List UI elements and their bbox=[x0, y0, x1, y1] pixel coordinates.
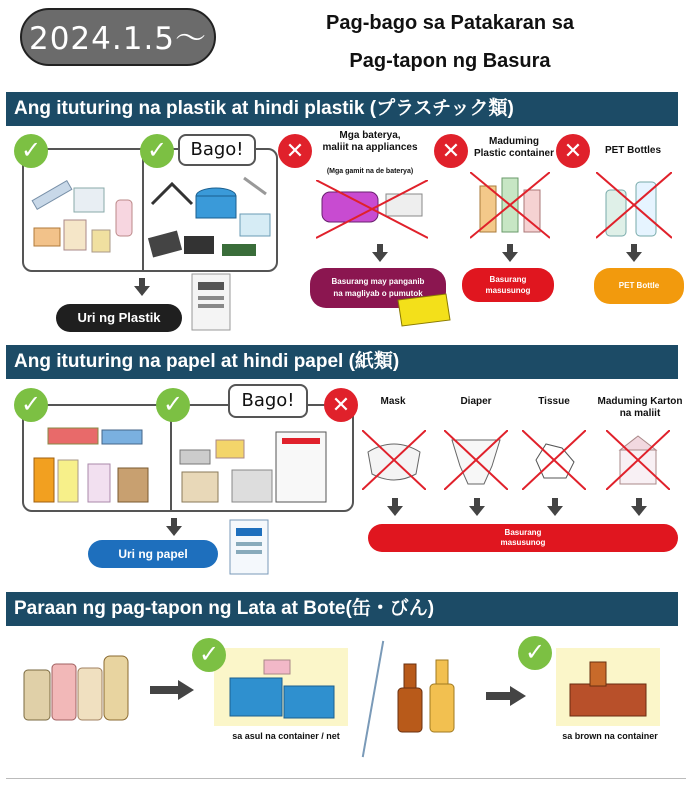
new-bubble: Bago! bbox=[228, 384, 308, 418]
batteries-sublabel: (Mga gamit na de baterya) bbox=[326, 168, 414, 175]
date-badge: 2024.1.5～ bbox=[20, 8, 216, 66]
check-icon: ✓ bbox=[192, 638, 226, 672]
paper-burnable-waste-label: Basurang masusunog bbox=[368, 524, 678, 552]
cross-icon: ✕ bbox=[278, 134, 312, 168]
arrow-down-icon bbox=[139, 278, 145, 286]
paper-section-title: Ang ituturing na papel at hindi papel (紙類) bbox=[6, 345, 678, 379]
batteries-label: Mga baterya, maliit na appliances bbox=[322, 130, 418, 153]
arrow-down-icon bbox=[636, 498, 642, 506]
tissue-illustration bbox=[522, 430, 586, 490]
arrow-down-icon bbox=[626, 252, 642, 262]
new-plastic-items-illustration bbox=[148, 174, 274, 266]
check-icon: ✓ bbox=[518, 636, 552, 670]
plastic-section-title: Ang ituturing na plastik at hindi plastik (プラスチック類) bbox=[6, 92, 678, 126]
diaper-label: Diaper bbox=[460, 396, 492, 407]
brown-container-illustration bbox=[564, 656, 654, 720]
brown-container-panel bbox=[556, 648, 660, 726]
diaper-illustration bbox=[444, 430, 508, 490]
arrow-down-icon bbox=[166, 526, 182, 536]
arrow-right-icon bbox=[486, 686, 526, 706]
title-line-2: Pag-tapon ng Basura bbox=[349, 50, 551, 72]
arrow-down-icon bbox=[171, 518, 177, 526]
batteries-illustration bbox=[316, 180, 428, 240]
arrow-down-icon bbox=[502, 252, 518, 262]
hazard-box-icon bbox=[396, 290, 452, 330]
cans-section-title: Paraan ng pag-tapon ng Lata at Bote(缶・びん) bbox=[6, 592, 678, 626]
cross-icon: ✕ bbox=[556, 134, 590, 168]
arrow-down-icon bbox=[631, 506, 647, 516]
plastic-items-illustration bbox=[30, 170, 138, 266]
arrow-down-icon bbox=[631, 244, 637, 252]
paper-items-illustration bbox=[28, 420, 168, 508]
arrow-down-icon bbox=[372, 252, 388, 262]
dirty-plastic-illustration bbox=[470, 172, 550, 240]
arrow-down-icon bbox=[507, 244, 513, 252]
cross-icon: ✕ bbox=[434, 134, 468, 168]
dirty-plastic-label: Maduming Plastic container bbox=[473, 136, 555, 159]
bottles-illustration bbox=[392, 656, 464, 736]
arrow-down-icon bbox=[547, 506, 563, 516]
bottom-divider bbox=[6, 778, 686, 779]
blue-container-panel bbox=[214, 648, 348, 726]
arrow-down-icon bbox=[134, 286, 150, 296]
pet-bottle-disposal-label: PET Bottle bbox=[594, 268, 684, 304]
new-paper-items-illustration bbox=[176, 420, 352, 508]
cross-icon: ✕ bbox=[324, 388, 358, 422]
paper-accepted-panel bbox=[22, 404, 354, 512]
arrow-down-icon bbox=[552, 498, 558, 506]
dirty-carton-illustration bbox=[606, 430, 670, 490]
hazard-waste-label: Basurang may panganib na magliyab o pumutok bbox=[310, 268, 446, 308]
divider bbox=[362, 641, 384, 758]
pet-bottles-label: PET Bottles bbox=[604, 145, 662, 156]
mask-illustration bbox=[362, 430, 426, 490]
check-icon: ✓ bbox=[156, 388, 190, 422]
arrow-right-icon bbox=[150, 680, 194, 700]
arrow-down-icon bbox=[387, 506, 403, 516]
check-icon: ✓ bbox=[14, 388, 48, 422]
arrow-down-icon bbox=[377, 244, 383, 252]
check-icon: ✓ bbox=[140, 134, 174, 168]
plastic-bag-icon bbox=[188, 268, 234, 334]
paper-bag-icon bbox=[226, 516, 272, 578]
arrow-down-icon bbox=[469, 506, 485, 516]
tissue-label: Tissue bbox=[538, 396, 570, 407]
pet-bottles-illustration bbox=[596, 172, 672, 240]
mask-label: Mask bbox=[380, 396, 406, 407]
arrow-down-icon bbox=[474, 498, 480, 506]
check-icon: ✓ bbox=[14, 134, 48, 168]
plastic-bag-label: Uri ng Plastik bbox=[56, 304, 182, 332]
cans-illustration bbox=[22, 652, 132, 728]
blue-container-label: sa asul na container / net bbox=[232, 731, 340, 741]
blue-container-illustration bbox=[224, 656, 340, 722]
brown-container-label: sa brown na container bbox=[562, 731, 658, 741]
new-bubble: Bago! bbox=[178, 134, 256, 166]
paper-bag-label: Uri ng papel bbox=[88, 540, 218, 568]
burnable-waste-label: Basurang masusunog bbox=[462, 268, 554, 302]
dirty-carton-label: Maduming Karton na maliit bbox=[597, 396, 683, 419]
arrow-down-icon bbox=[392, 498, 398, 506]
title-line-1: Pag-bago sa Patakaran sa bbox=[326, 12, 574, 34]
